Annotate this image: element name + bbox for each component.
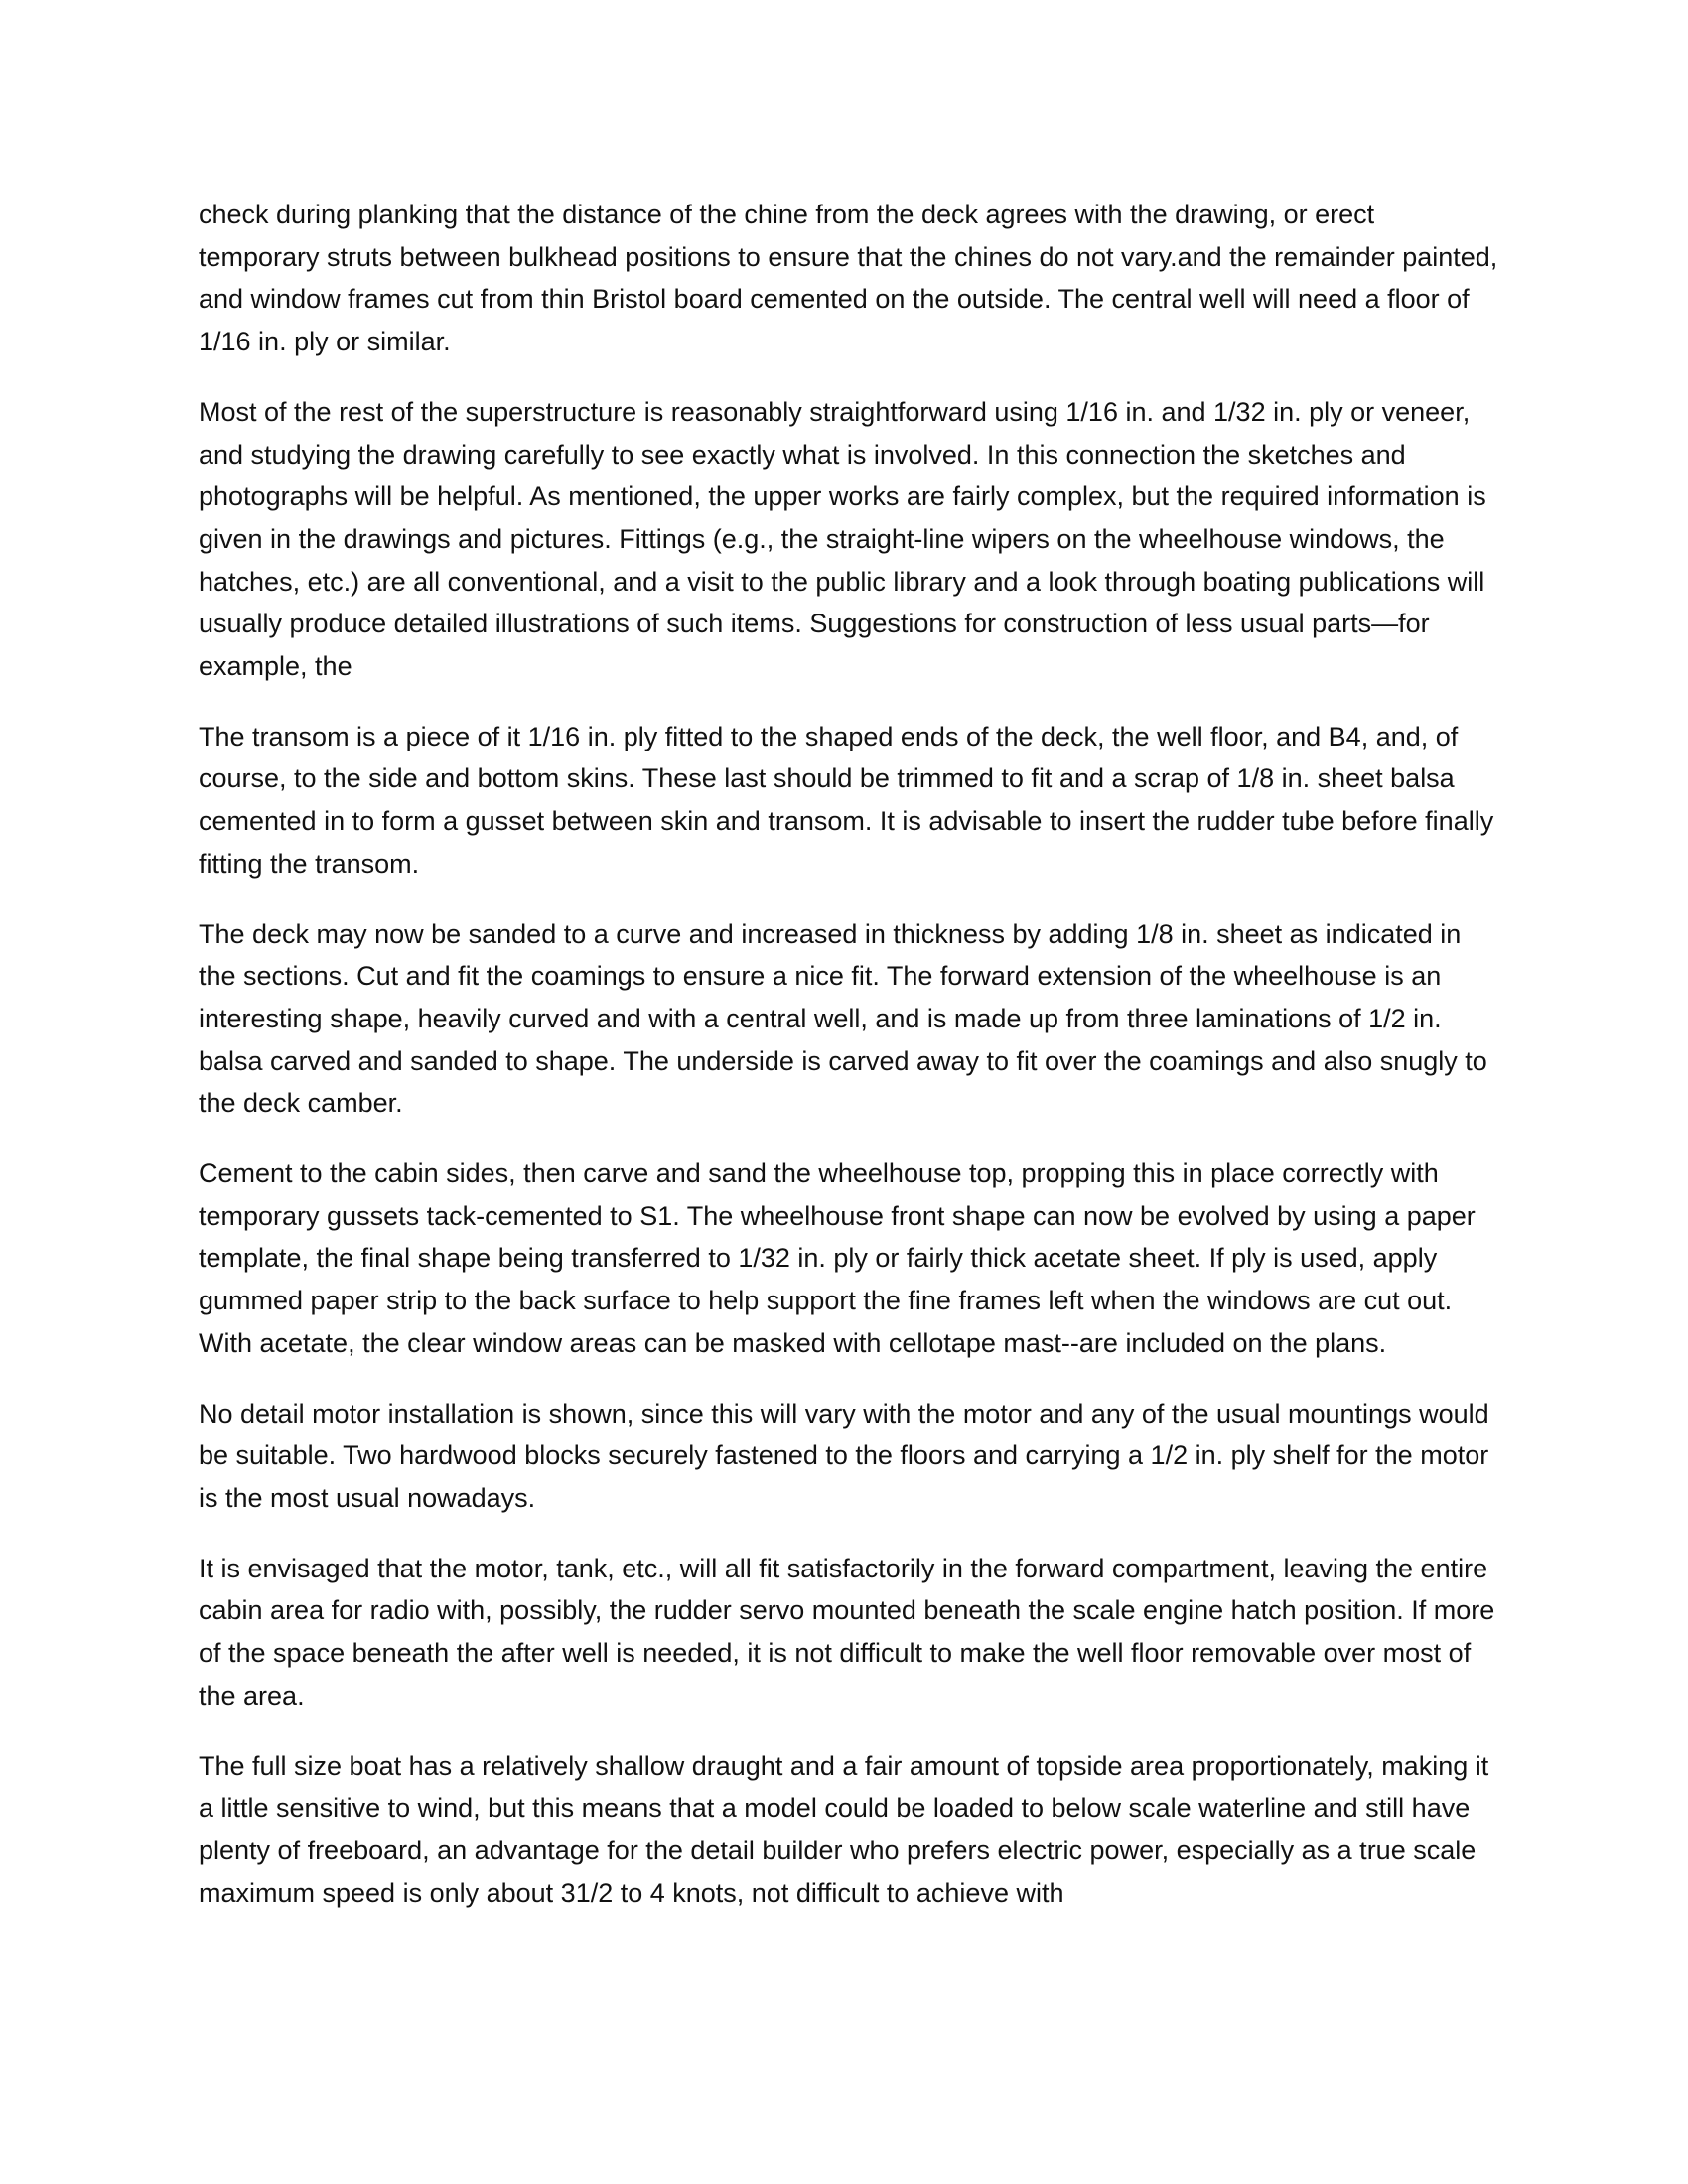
paragraph-6: No detail motor installation is shown, since this will vary with the motor and any of the usual mountings would be suitable. Two hardwood blocks securely fastened to the floors and carrying a 1/2 in. ply shelf for the motor is the most usual nowadays. (199, 1398, 1489, 1513)
paragraph-4: The deck may now be sanded to a curve and increased in thickness by adding 1/8 in. sheet as indicated in the sections. Cut and fit the coamings to ensure a nice fit. The forward extension of the wheelhouse is an interesting shape, heavily curved and with a central well, and is made up from three laminations of 1/2 in. balsa carved and sanded to shape. The underside is carved away to fit over the coamings and also snugly to the deck camber. (199, 918, 1487, 1119)
paragraph-8: The full size boat has a relatively shallow draught and a fair amount of topside area proportionately, making it a little sensitive to wind, but this means that a model could be loaded to below scale waterline and still have plenty of freeboard, an advantage for the detail builder who prefers electric power, especially as a true scale maximum speed is only about 31/2 to 4 knots, not difficult to achieve with (199, 1750, 1489, 1908)
paragraph-2: Most of the rest of the superstructure is reasonably straightforward using 1/16 in. and 1/32 in. ply or veneer, and studying the drawing carefully to see exactly what is involved. In this connection the sketches and photographs will be helpful. As mentioned, the upper works are fairly complex, but the required information is given in the drawings and pictures. Fittings (e.g., the straight-line wipers on the wheelhouse windows, the hatches, etc.) are all conventional, and a visit to the public library and a look through boating publications will usually produce detailed illustrations of such items. Suggestions for construction of less usual parts—for example, the (199, 396, 1486, 682)
paragraph-5: Cement to the cabin sides, then carve and sand the wheelhouse top, propping this in place correctly with temporary gussets tack-cemented to S1. The wheelhouse front shape can now be evolved by using a paper template, the final shape being transferred to 1/32 in. ply or fairly thick acetate sheet. If ply is used, apply gummed paper strip to the back surface to help support the fine frames left when the windows are cut out. With acetate, the clear window areas can be masked with cellotape mast--are included on the plans. (199, 1159, 1476, 1358)
paragraph-3: The transom is a piece of it 1/16 in. ply fitted to the shaped ends of the deck, the well floor, and B4, and, of course, to the side and bottom skins. These last should be trimmed to fit and a scrap of 1/8 in. sheet balsa cemented in to form a gusset between skin and transom. It is advisable to insert the rudder tube before finally fitting the transom. (199, 721, 1494, 879)
paragraph-1: check during planking that the distance of the chine from the deck agrees with the drawing, or erect temporary struts between bulkhead positions to ensure that the chines do not vary.and the remainder painted, and window frames cut from thin Bristol board cemented on the outside. The central well will need a floor of 1/16 in. ply or similar. (199, 200, 1498, 357)
paragraph-7: It is envisaged that the motor, tank, etc., will all fit satisfactorily in the forward compartment, leaving the entire cabin area for radio with, possibly, the rudder servo mounted beneath the scale engine hatch position. If more of the space beneath the after well is needed, it is not difficult to make the well floor removable over most of the area. (199, 1553, 1495, 1710)
body-text (199, 194, 1499, 1942)
